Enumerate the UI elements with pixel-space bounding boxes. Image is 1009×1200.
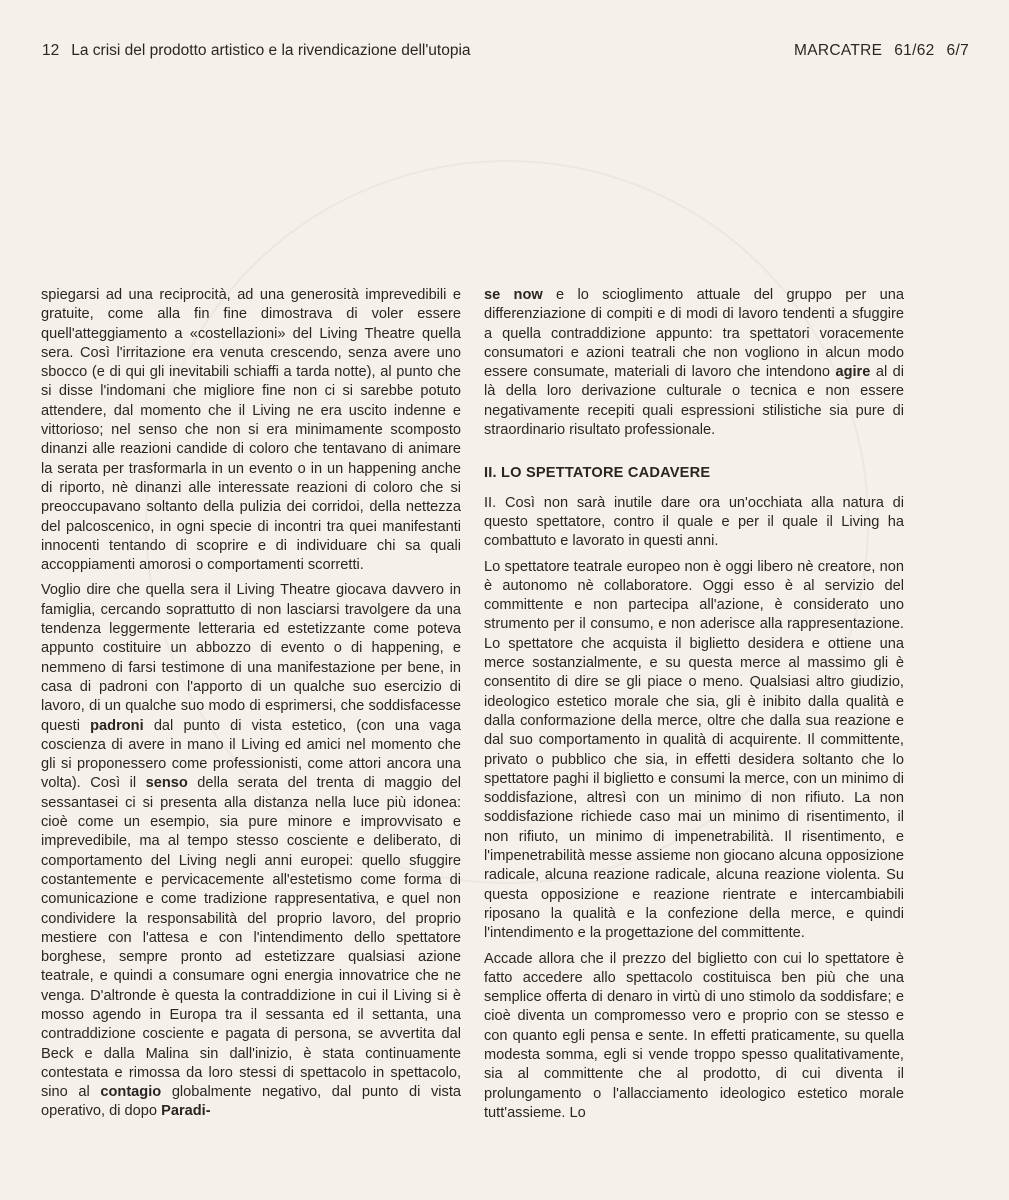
running-head: [42, 42, 969, 64]
paragraph: II. Così non sarà inutile dare ora un'occhiata alla natura di questo spettatore, contro il quale e per il quale il Living ha combattuto e lavorato in questi anni.: [484, 494, 904, 550]
page-range: 6/7: [946, 42, 969, 59]
right-column: [484, 286, 904, 1129]
bold-term: padroni: [90, 717, 144, 734]
paragraph: Accade allora che il prezzo del biglietto con cui lo spettatore è fatto accedere allo spettacolo costituisca ben più che una semplice offerta di denaro in virtù di uno stimolo da soddisfare; e cioè diventa un compromesso vero e proprio con se stesso e con quanto egli pensa e sente. In effetti praticamente, su quella modesta somma, egli si vende troppo spesso qualitativamente, sia al committente che al prodotto, di cui diventa il prolungamento o l'allacciamento ideologico estetico morale tutt'assieme. Lo: [484, 950, 904, 1121]
bold-term: se now: [484, 287, 543, 303]
paragraph: spiegarsi ad una reciprocità, ad una generosità imprevedibili e gratuite, come alla fin fine dimostrava di voler essere quell'atteggiamento a «costellazioni» del Living Theatre quella sera. Così l'irritazione era venuta crescendo, senza avere uno sbocco (e di qui gli inevitabili schiaffi a tarda notte), al punto che si disse l'indomani che migliore fine non ci si sarebbe potuto attendere, dal momento che il Living ne era uscito indenne e vittorioso; nel senso che non si era minimamente scomposto dinanzi alle reazioni candide di coloro che tentavano di animare la serata per trasformarla in un evento o in un happening anche di riporto, nè dinanzi alle interessate reazioni di coloro che si preoccupavano soltanto della pulizia dei corridoi, della nettezza del palcoscenico, in ogni specie di incontri tra quei manifestanti innocenti tentando di scoprire e di individuare chi sa quali accoppiamenti amorosi o comportamenti scorretti.: [41, 287, 461, 574]
journal-name: MARCATRE: [794, 42, 883, 59]
bold-term: senso: [145, 775, 188, 792]
section-heading: II. LO SPETTATORE CADAVERE: [484, 465, 711, 482]
issue-number: 61/62: [894, 42, 935, 59]
running-head-right: [782, 42, 969, 60]
bold-term: agire: [835, 364, 871, 381]
left-column: [41, 286, 461, 1128]
bold-term: Paradi-: [161, 1103, 211, 1120]
paragraph: Lo spettatore teatrale europeo non è oggi libero nè creatore, non è autonomo nè collaboratore. Oggi esso è al servizio del committente e non partecipa all'azione, è considerato uno strumento per il consumo, e non aderisce alla rappresentazione. Lo spettatore che acquista il biglietto desidera e ottiene una merce sostanzialmente, e su questa merce al massimo gli è consentito di dire se gli piace o meno. Qualsiasi altro giudizio, ideologico estetico morale che sia, gli è inibito dalla qualità e dalla conformazione della merce, oltre che dalla sua reazione e dal suo comportamento in qualità di acquirente. Il committente, privato o pubblico che sia, in effetti desidera soltanto che lo spettatore paghi il biglietto e consumi la merce, con un minimo di soddisfazione, altresì con un minimo di non rifiuto. La non soddisfazione richiede caso mai un minimo di risentimento, il non rifiuto, un minimo di impenetrabilità. Il risentimento, e l'impenetrabilità messe assieme non giocano alcuna opposizione radicale, alcuna reazione radicale, alcuna reazione violenta. Su questa opposizione e reazione rientrate e intercambiabili riposano la qualità e la confezione della merce, e quindi l'intendimento e la progettazione del committente.: [484, 558, 904, 942]
running-head-left: [42, 42, 471, 60]
paragraph: se now e lo scioglimento attuale del gruppo per una differenziazione di compiti e di modi di lavoro tendenti a sfuggire a quella contraddizione appunto: tra spettatori voracemente consumatori e azioni teatrali che non vogliono in alcun modo essere consumate, materiali di lavoro che intendono agire al di là della loro derivazione culturale o tecnica e non essere negativamente recepiti quali espressioni stilistiche sia pure di straordinario risultato professionale.: [484, 287, 905, 439]
page-number: 12: [42, 42, 60, 59]
paragraph: Voglio dire che quella sera il Living Theatre giocava davvero in famiglia, cercando soprattutto di non lasciarsi travolgere da una tendenza leggermente letteraria ed estetizzante come poteva appunto costituire un abbozzo di evento o di happening, e nemmeno di farsi testimone di una manifestazione per bene, in casa di padroni con l'apporto di un qualche suo esercizio di lavoro, di un qualche suo modo di esprimersi, che soddisfacesse questi padroni dal punto di vista estetico, (con una vaga coscienza di avere in mano il Living ed amici nel momento che gli si proponessero come professionisti, come attori ancora una volta). Così il senso della serata del trenta di maggio del sessantasei ci si presenta alla distanza nella luce più idonea: cioè come un esempio, sia pure minore e improvvisato e imprevedibile, ma al tempo stesso cosciente e deliberato, di comportamento del Living negli anni europei: quello sfuggire costantemente e pervicacemente all'estetismo come forma di comunicazione e come tradizione rappresentativa, e quel non condividere la responsabilità del proprio lavoro, del proprio mestiere con l'attesa e con l'intendimento dello spettatore borghese, sempre pronto ad estetizzare qualsiasi azione teatrale, e quindi a consumare ogni energia innovatrice che ne venga. D'altronde è questa la contraddizione in cui il Living si è mosso agendo in Europa tra il sessanta ed il settanta, una contraddizione cosciente e pagata di persona, se avvertita dal Beck e dalla Malina sin dall'inizio, è stata continuamente contestata e rimossa da loro stessi di spettacolo in spettacolo, sino al contagio globalmente negativo, dal punto di vista operativo, di dopo Paradi-: [41, 582, 462, 1120]
bold-term: contagio: [100, 1084, 162, 1101]
article-title: La crisi del prodotto artistico e la rivendicazione dell'utopia: [71, 42, 471, 59]
